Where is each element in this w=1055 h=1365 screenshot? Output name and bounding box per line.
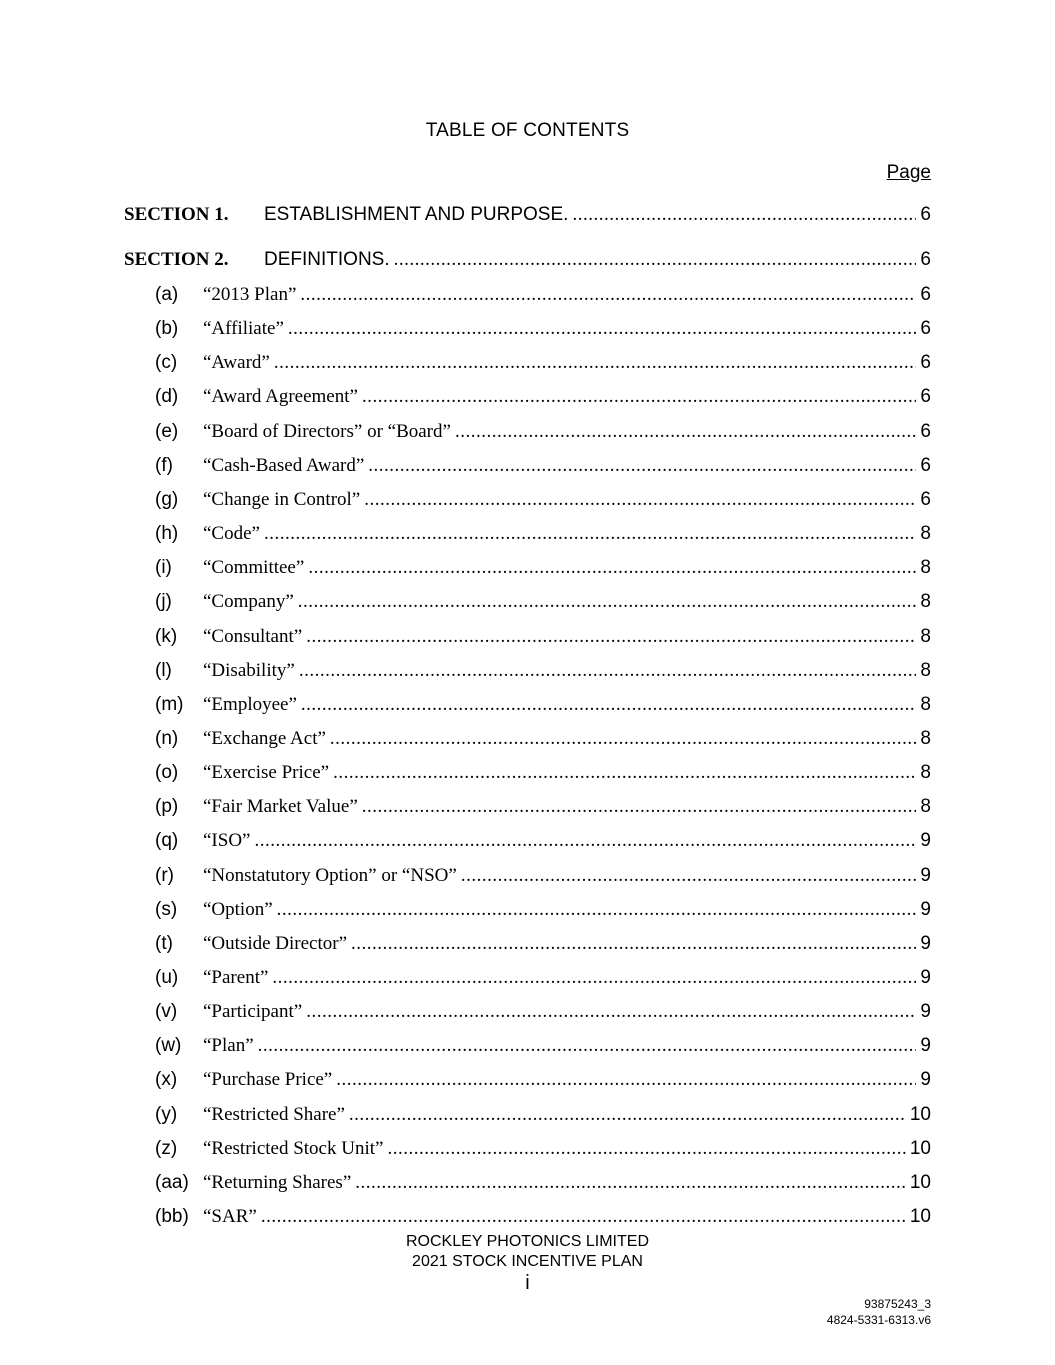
definition-label: (q): [155, 830, 179, 852]
definition-label: (p): [155, 796, 179, 818]
page-number: 8: [920, 693, 931, 715]
toc-definition-row[interactable]: [124, 626, 931, 652]
dot-leader: [254, 830, 916, 852]
page-number: 6: [920, 352, 931, 374]
definition-title: “Fair Market Value”: [203, 796, 358, 818]
definition-title: “Award Agreement”: [203, 386, 358, 408]
toc-definition-row[interactable]: [124, 1172, 931, 1198]
definition-title: “Cash-Based Award”: [203, 454, 365, 476]
page-number: 9: [920, 1001, 931, 1023]
page-number: 8: [920, 591, 931, 613]
page-column-label: Page: [886, 162, 931, 183]
toc-section-row[interactable]: [124, 249, 931, 275]
definition-title: “Consultant”: [203, 625, 303, 647]
definition-title: “Company”: [203, 591, 294, 613]
definition-label: (g): [155, 488, 179, 510]
section-title: ESTABLISHMENT AND PURPOSE.: [264, 204, 569, 225]
section-title: DEFINITIONS.: [264, 249, 390, 270]
definition-title: “Plan”: [203, 1035, 254, 1057]
page-number: 8: [920, 727, 931, 749]
page-number: 10: [909, 1171, 931, 1193]
page-number: 8: [920, 523, 931, 545]
definition-label: (c): [155, 352, 178, 374]
toc-definition-row[interactable]: [124, 1001, 931, 1027]
definition-title: “Affiliate”: [203, 318, 284, 340]
toc-definition-row[interactable]: [124, 421, 931, 447]
definition-title: “Change in Control”: [203, 488, 361, 510]
dot-leader: [264, 523, 916, 545]
definition-title: “Nonstatutory Option” or “NSO”: [203, 864, 457, 886]
toc-definition-row[interactable]: [124, 762, 931, 788]
page-number: 6: [920, 420, 931, 442]
definition-label: (a): [155, 284, 179, 305]
dot-leader: [300, 284, 916, 306]
definition-label: (e): [155, 420, 179, 442]
definition-label: (z): [155, 1137, 178, 1159]
toc-definition-row[interactable]: [124, 455, 931, 481]
footer-page-number: i: [525, 1272, 530, 1294]
dot-leader: [362, 796, 917, 818]
definition-label: (t): [155, 932, 173, 954]
toc-definition-row[interactable]: [124, 591, 931, 617]
dot-leader: [572, 204, 916, 226]
toc-definition-row[interactable]: [124, 660, 931, 686]
dot-leader: [274, 352, 917, 374]
dot-leader: [461, 865, 917, 887]
toc-definition-row[interactable]: [124, 694, 931, 720]
dot-leader: [306, 1001, 916, 1023]
page-number: 6: [920, 318, 931, 340]
definition-title: “Committee”: [203, 557, 305, 579]
definition-label: (h): [155, 523, 179, 545]
page-number: 9: [920, 1035, 931, 1057]
page-number: 9: [920, 864, 931, 886]
definition-label: (d): [155, 386, 179, 408]
page-number: 6: [920, 488, 931, 510]
dot-leader: [299, 660, 917, 682]
page-number: 6: [920, 454, 931, 476]
definition-label: (b): [155, 318, 179, 340]
page-number: 8: [920, 796, 931, 818]
definition-label: (v): [155, 1001, 178, 1023]
page-number: 6: [920, 204, 931, 225]
toc-definition-row[interactable]: [124, 1035, 931, 1061]
footer-doc-id-2: 4824-5331-6313.v6: [826, 1313, 931, 1327]
toc-definition-row[interactable]: [124, 967, 931, 993]
toc-definition-row[interactable]: [124, 796, 931, 822]
definition-label: (f): [155, 454, 173, 476]
page-number: 9: [920, 967, 931, 988]
toc-definition-row[interactable]: [124, 865, 931, 891]
page-number: 9: [920, 898, 931, 920]
page-number: 8: [920, 762, 931, 784]
dot-leader: [387, 1138, 905, 1160]
definition-title: “Participant”: [203, 1001, 303, 1023]
page-number: 8: [920, 625, 931, 647]
definition-label: (j): [155, 591, 172, 613]
toc-definition-row[interactable]: [124, 284, 931, 310]
definition-title: “Option”: [203, 898, 273, 920]
dot-leader: [298, 591, 917, 613]
dot-leader: [455, 421, 916, 443]
dot-leader: [330, 728, 917, 750]
definition-label: (u): [155, 967, 179, 988]
definition-title: “Restricted Stock Unit”: [203, 1137, 384, 1159]
definition-label: (w): [155, 1035, 182, 1057]
page-number: 10: [909, 1137, 931, 1159]
toc-definition-row[interactable]: [124, 1206, 931, 1232]
definition-title: “Purchase Price”: [203, 1069, 333, 1091]
toc-definition-row[interactable]: [124, 557, 931, 583]
toc-definition-row[interactable]: [124, 899, 931, 925]
definition-label: (aa): [155, 1171, 189, 1193]
dot-leader: [308, 557, 916, 579]
footer-company: ROCKLEY PHOTONICS LIMITED: [405, 1233, 649, 1250]
dot-leader: [368, 455, 916, 477]
definition-title: “SAR”: [203, 1206, 257, 1228]
toc-section-row[interactable]: [124, 204, 931, 230]
toc-definition-row[interactable]: [124, 1104, 931, 1130]
toc-definition-row[interactable]: [124, 1138, 931, 1164]
dot-leader: [306, 626, 916, 648]
page-number: 8: [920, 659, 931, 681]
page-number: 9: [920, 830, 931, 852]
definition-label: (i): [155, 557, 172, 579]
definition-title: “Restricted Share”: [203, 1103, 345, 1125]
toc-definition-row[interactable]: [124, 728, 931, 754]
definition-title: “Board of Directors” or “Board”: [203, 420, 451, 442]
dot-leader: [394, 249, 917, 271]
definition-label: (k): [155, 625, 178, 647]
toc-definition-row[interactable]: [124, 352, 931, 378]
toc-definition-row[interactable]: [124, 318, 931, 344]
dot-leader: [258, 1035, 917, 1057]
page-number: 9: [920, 932, 931, 954]
page-number: 8: [920, 557, 931, 579]
definition-label: (y): [155, 1103, 178, 1125]
definition-title: “Outside Director”: [203, 932, 348, 954]
definition-label: (x): [155, 1069, 178, 1091]
definition-label: (m): [155, 693, 184, 715]
page-number: 6: [920, 284, 931, 305]
dot-leader: [288, 318, 917, 340]
dot-leader: [364, 489, 916, 511]
definition-title: “Employee”: [203, 693, 297, 715]
definition-label: (s): [155, 898, 178, 920]
toc-definition-row[interactable]: [124, 489, 931, 515]
dot-leader: [336, 1069, 916, 1091]
definition-title: “Returning Shares”: [203, 1171, 352, 1193]
dot-leader: [272, 967, 916, 989]
definition-label: (r): [155, 864, 174, 886]
toc-definition-row[interactable]: [124, 386, 931, 412]
dot-leader: [333, 762, 916, 784]
footer-doc-id-1: 93875243_3: [864, 1297, 931, 1311]
page-number: 10: [909, 1103, 931, 1125]
section-number: SECTION 2.: [124, 249, 229, 270]
definition-title: “ISO”: [203, 830, 251, 852]
toc-definition-row[interactable]: [124, 830, 931, 856]
page-number: 9: [920, 1069, 931, 1091]
dot-leader: [301, 694, 917, 716]
definition-label: (bb): [155, 1206, 189, 1228]
definition-title: “Parent”: [203, 967, 269, 988]
definition-title: “Exercise Price”: [203, 762, 330, 784]
section-number: SECTION 1.: [124, 204, 229, 225]
page-number: 10: [909, 1206, 931, 1228]
dot-leader: [277, 899, 917, 921]
dot-leader: [362, 386, 916, 408]
definition-title: “Exchange Act”: [203, 727, 326, 749]
definition-title: “Award”: [203, 352, 270, 374]
dot-leader: [351, 933, 916, 955]
definition-title: “2013 Plan”: [203, 284, 297, 305]
page-number: 6: [920, 386, 931, 408]
toc-definition-row[interactable]: [124, 1069, 931, 1095]
toc-title: TABLE OF CONTENTS: [425, 120, 630, 141]
dot-leader: [261, 1206, 906, 1228]
dot-leader: [355, 1172, 906, 1194]
definition-label: (l): [155, 659, 172, 681]
definition-title: “Disability”: [203, 659, 295, 681]
definition-label: (o): [155, 762, 179, 784]
definition-title: “Code”: [203, 523, 260, 545]
definition-label: (n): [155, 727, 179, 749]
toc-definition-row[interactable]: [124, 933, 931, 959]
page-number: 6: [920, 249, 931, 270]
dot-leader: [349, 1104, 906, 1126]
footer-plan: 2021 STOCK INCENTIVE PLAN: [412, 1253, 643, 1270]
toc-definition-row[interactable]: [124, 523, 931, 549]
